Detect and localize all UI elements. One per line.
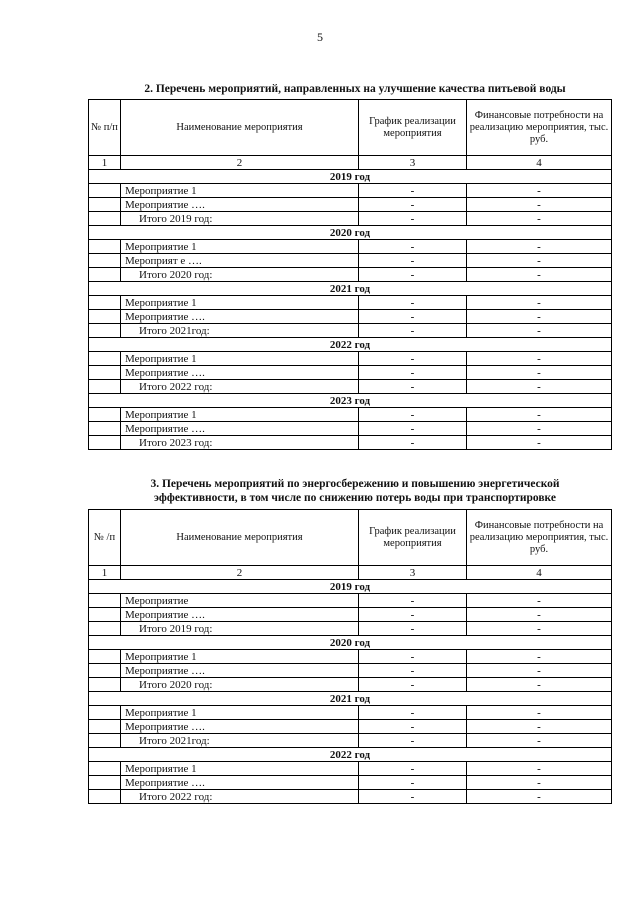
measure-name: Мероприятие …. [121, 366, 359, 380]
row-number [89, 664, 121, 678]
schedule-value: - [359, 240, 467, 254]
year-header: 2022 год [89, 338, 612, 352]
row-number [89, 184, 121, 198]
measure-name: Мероприятие …. [121, 720, 359, 734]
schedule-value: - [359, 422, 467, 436]
measure-name: Мероприят е …. [121, 254, 359, 268]
row-number [89, 706, 121, 720]
schedule-value: - [359, 720, 467, 734]
schedule-value: - [359, 268, 467, 282]
finance-value: - [467, 352, 612, 366]
header-name: Наименование мероприятия [121, 510, 359, 566]
total-label: Итого 2022 год: [121, 380, 359, 394]
col-number: 2 [121, 156, 359, 170]
schedule-value: - [359, 324, 467, 338]
finance-value: - [467, 408, 612, 422]
header-num: № п/п [89, 100, 121, 156]
finance-value: - [467, 422, 612, 436]
schedule-value: - [359, 254, 467, 268]
table-row [89, 436, 612, 450]
finance-value: - [467, 594, 612, 608]
table-row [89, 594, 612, 608]
schedule-value: - [359, 184, 467, 198]
table-row [89, 650, 612, 664]
col-number: 4 [467, 156, 612, 170]
col-number: 4 [467, 566, 612, 580]
schedule-value: - [359, 734, 467, 748]
measure-name: Мероприятие …. [121, 198, 359, 212]
row-number [89, 310, 121, 324]
row-number [89, 198, 121, 212]
table-row [89, 212, 612, 226]
row-number [89, 408, 121, 422]
finance-value: - [467, 380, 612, 394]
table-row [89, 776, 612, 790]
table-row [89, 198, 612, 212]
table-row [89, 296, 612, 310]
row-number [89, 734, 121, 748]
finance-value: - [467, 776, 612, 790]
total-label: Итого 2020 год: [121, 678, 359, 692]
col-number: 1 [89, 156, 121, 170]
finance-value: - [467, 198, 612, 212]
measure-name: Мероприятие …. [121, 664, 359, 678]
row-number [89, 352, 121, 366]
year-header: 2022 год [89, 748, 612, 762]
schedule-value: - [359, 380, 467, 394]
year-header: 2023 год [89, 394, 612, 408]
row-number [89, 212, 121, 226]
finance-value: - [467, 664, 612, 678]
header-finance: Финансовые потребности на реализацию мероприятия, тыс. руб. [467, 510, 612, 566]
finance-value: - [467, 296, 612, 310]
table-row [89, 380, 612, 394]
schedule-value: - [359, 436, 467, 450]
schedule-value: - [359, 678, 467, 692]
year-header: 2019 год [89, 580, 612, 594]
schedule-value: - [359, 594, 467, 608]
col-number: 1 [89, 566, 121, 580]
total-label: Итого 2019 год: [121, 212, 359, 226]
table-row [89, 240, 612, 254]
table-row [89, 366, 612, 380]
finance-value: - [467, 678, 612, 692]
header-name: Наименование мероприятия [121, 100, 359, 156]
header-schedule: График реализации мероприятия [359, 510, 467, 566]
finance-value: - [467, 608, 612, 622]
measure-name: Мероприятие …. [121, 608, 359, 622]
table-row [89, 678, 612, 692]
row-number [89, 608, 121, 622]
table-row [89, 254, 612, 268]
schedule-value: - [359, 366, 467, 380]
measure-name: Мероприятие 1 [121, 706, 359, 720]
table-row [89, 352, 612, 366]
row-number [89, 268, 121, 282]
total-label: Итого 2022 год: [121, 790, 359, 804]
measure-name: Мероприятие …. [121, 310, 359, 324]
table-row [89, 310, 612, 324]
row-number [89, 254, 121, 268]
row-number [89, 296, 121, 310]
schedule-value: - [359, 622, 467, 636]
year-header: 2021 год [89, 282, 612, 296]
row-number [89, 762, 121, 776]
row-number [89, 594, 121, 608]
finance-value: - [467, 184, 612, 198]
section3-title [90, 477, 620, 505]
finance-value: - [467, 324, 612, 338]
table-row [89, 422, 612, 436]
table-row [89, 720, 612, 734]
measure-name: Мероприятие …. [121, 422, 359, 436]
year-header: 2021 год [89, 692, 612, 706]
table-row [89, 734, 612, 748]
row-number [89, 422, 121, 436]
row-number [89, 366, 121, 380]
year-header: 2019 год [89, 170, 612, 184]
section3-title-line1: 3. Перечень мероприятий по энергосбережению и повышению энергетической [150, 478, 560, 490]
finance-value: - [467, 366, 612, 380]
finance-value: - [467, 720, 612, 734]
finance-value: - [467, 268, 612, 282]
finance-value: - [467, 734, 612, 748]
row-number [89, 436, 121, 450]
finance-value: - [467, 436, 612, 450]
row-number [89, 324, 121, 338]
total-label: Итого 2021год: [121, 734, 359, 748]
measure-name: Мероприятие 1 [121, 762, 359, 776]
total-label: Итого 2023 год: [121, 436, 359, 450]
measure-name: Мероприятие 1 [121, 650, 359, 664]
header-num: № /п [89, 510, 121, 566]
row-number [89, 240, 121, 254]
finance-value: - [467, 310, 612, 324]
row-number [89, 622, 121, 636]
schedule-value: - [359, 198, 467, 212]
row-number [89, 776, 121, 790]
table-row [89, 762, 612, 776]
measure-name: Мероприятие 1 [121, 408, 359, 422]
header-finance: Финансовые потребности на реализацию мероприятия, тыс. руб. [467, 100, 612, 156]
section2-title: 2. Перечень мероприятий, направленных на улучшение качества питьевой воды [144, 83, 566, 95]
finance-value: - [467, 790, 612, 804]
schedule-value: - [359, 776, 467, 790]
total-label: Итого 2021год: [121, 324, 359, 338]
table-row [89, 608, 612, 622]
col-number: 3 [359, 566, 467, 580]
year-header: 2020 год [89, 226, 612, 240]
table-row [89, 706, 612, 720]
col-number: 3 [359, 156, 467, 170]
schedule-value: - [359, 608, 467, 622]
measure-name: Мероприятие [121, 594, 359, 608]
total-label: Итого 2020 год: [121, 268, 359, 282]
schedule-value: - [359, 664, 467, 678]
finance-value: - [467, 622, 612, 636]
schedule-value: - [359, 650, 467, 664]
table-row [89, 268, 612, 282]
table-row [89, 324, 612, 338]
col-number: 2 [121, 566, 359, 580]
finance-value: - [467, 212, 612, 226]
schedule-value: - [359, 790, 467, 804]
header-schedule: График реализации мероприятия [359, 100, 467, 156]
row-number [89, 720, 121, 734]
table-row [89, 664, 612, 678]
measure-name: Мероприятие 1 [121, 296, 359, 310]
row-number [89, 678, 121, 692]
page-number: 5 [317, 30, 323, 44]
schedule-value: - [359, 706, 467, 720]
section3-table [88, 509, 612, 804]
total-label: Итого 2019 год: [121, 622, 359, 636]
table-row [89, 184, 612, 198]
row-number [89, 790, 121, 804]
schedule-value: - [359, 408, 467, 422]
finance-value: - [467, 650, 612, 664]
finance-value: - [467, 706, 612, 720]
measure-name: Мероприятие 1 [121, 352, 359, 366]
finance-value: - [467, 240, 612, 254]
measure-name: Мероприятие 1 [121, 240, 359, 254]
finance-value: - [467, 254, 612, 268]
section3-title-line2: эффективности, в том числе по снижению потерь воды при транспортировке [154, 492, 556, 504]
finance-value: - [467, 762, 612, 776]
schedule-value: - [359, 212, 467, 226]
table-row [89, 790, 612, 804]
row-number [89, 650, 121, 664]
section2-table [88, 99, 612, 450]
table-row [89, 408, 612, 422]
year-header: 2020 год [89, 636, 612, 650]
measure-name: Мероприятие …. [121, 776, 359, 790]
schedule-value: - [359, 310, 467, 324]
schedule-value: - [359, 352, 467, 366]
table-row [89, 622, 612, 636]
measure-name: Мероприятие 1 [121, 184, 359, 198]
row-number [89, 380, 121, 394]
schedule-value: - [359, 296, 467, 310]
schedule-value: - [359, 762, 467, 776]
